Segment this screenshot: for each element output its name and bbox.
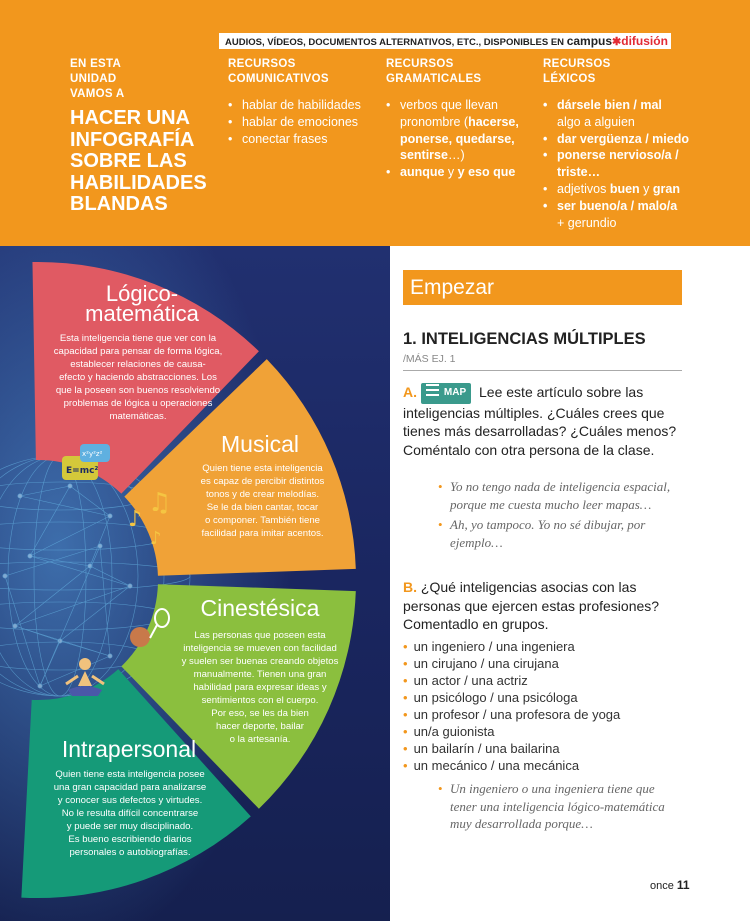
- activity-ref-link[interactable]: /MÁS EJ. 1: [403, 353, 456, 365]
- cinestesica-text: Las personas que poseen esta inteligencia se mueven con facilidad y suelen ser buenas creando objetos manualmente. Tienen una gran habilidad para expresar ideas y sentimientos con el cuerpo. Por eso, se les da bien hacer deporte, bailar o la artesanía.: [181, 630, 339, 745]
- question-b: [403, 578, 683, 634]
- communicative-title: RECURSOS COMUNICATIVOS: [228, 58, 329, 85]
- musical-text: Quien tiene esta inteligencia es capaz de percibir distintos tonos y de crear melodías. Se le da bien cantar, tocar o componer. También tiene facilidad para imitar acentos.: [200, 463, 325, 539]
- list-item: • un profesor / una profesora de yoga: [403, 707, 621, 722]
- globe-node: [128, 584, 132, 588]
- question-letter: B.: [403, 579, 417, 595]
- menu-lines-icon: [426, 384, 439, 396]
- unit-goal: HACER UNA INFOGRAFÍA SOBRE LAS HABILIDADES BLANDAS: [70, 107, 207, 215]
- list-item: • dársele bien / mal: [543, 97, 708, 114]
- map-badge[interactable]: MAP: [421, 383, 471, 404]
- globe-node: [13, 624, 17, 628]
- grammar-title: RECURSOS GRAMATICALES: [386, 58, 482, 85]
- question-text: ¿Qué inteligencias asocias con las personas que ejercen estas profesiones? Comentadlo en grupos.: [403, 579, 660, 632]
- example-line: • Ah, yo tampoco. Yo no sé dibujar, por ejemplo…: [438, 517, 646, 550]
- unit-intro-block: [70, 57, 210, 216]
- infographic-panel: [0, 246, 390, 921]
- resources-bar[interactable]: [219, 33, 671, 49]
- list-item: • hablar de habilidades: [228, 97, 378, 114]
- communicative-resources: [228, 57, 378, 147]
- logico-text: Esta inteligencia tiene que ver con la capacidad para pensar de forma lógica, establecer relaciones de causa- efecto y haciendo abstracciones. Los que la poseen son buenos resolviendo problemas de lógica u operaciones matemáticas.: [53, 333, 223, 422]
- section-header-empezar: Empezar: [403, 270, 682, 305]
- list-item: • un ingeniero / una ingeniera: [403, 639, 575, 654]
- profession-list: [403, 638, 683, 774]
- difusion-logo: difusión: [621, 34, 668, 48]
- list-item: • un/a guionista: [403, 724, 495, 739]
- svg-text:♪: ♪: [128, 507, 143, 532]
- lexical-resources: [543, 57, 708, 231]
- example-answer: [438, 780, 673, 833]
- example-dialogue: [438, 478, 673, 551]
- page-number: once 11: [650, 878, 690, 892]
- question-a: [403, 383, 683, 459]
- svg-text:x²y²z²: x²y²z²: [82, 450, 103, 458]
- globe-node: [108, 654, 112, 658]
- list-item: • ser bueno/a / malo/a: [543, 198, 708, 215]
- list-item: • verbos que llevan pronombre (hacerse, ponerse, quedarse, sentirse…): [386, 97, 525, 164]
- activity-title: 1. INTELIGENCIAS MÚLTIPLES: [403, 330, 646, 348]
- globe-node: [18, 494, 22, 498]
- musical-title: Musical: [221, 431, 299, 457]
- brand-separator-icon: ✱: [612, 36, 622, 48]
- list-item: • un bailarín / una bailarina: [403, 741, 560, 756]
- example-line: • Yo no tengo nada de inteligencia espacial, porque me cuesta mucho leer mapas…: [438, 479, 671, 512]
- cinestesica-title: Cinestésica: [200, 595, 320, 621]
- list-item: • un cirujano / una cirujana: [403, 656, 559, 671]
- list-item: • hablar de emociones: [228, 114, 378, 131]
- list-item-cont: triste…: [557, 165, 601, 180]
- globe-node: [28, 554, 32, 558]
- divider: [403, 370, 682, 371]
- list-item-cont: algo a alguien: [557, 114, 635, 129]
- list-item-cont: + gerundio: [557, 215, 617, 230]
- intrapersonal-text: Quien tiene esta inteligencia posee una gran capacidad para analizarse y conocer sus defectos y virtudes. No le resulta difícil concentrarse y puede ser muy disciplinado. Es bueno escribiendo diarios personales o autobiografías.: [53, 769, 207, 858]
- campus-logo: campus: [566, 34, 613, 48]
- list-item: • aunque y y eso que: [386, 164, 536, 181]
- resources-bar-text: AUDIOS, VÍDEOS, DOCUMENTOS ALTERNATIVOS, ETC., DISPONIBLES EN: [225, 37, 565, 48]
- example-line: • Un ingeniero o una ingeniera tiene que tener una inteligencia lógico-matemática muy desarrollada porque…: [438, 781, 665, 831]
- question-text: Lee este artículo sobre las inteligencias múltiples. ¿Cuáles crees que tienes más desarrolladas? ¿Cuáles menos? Coméntalo con otra persona de la clase.: [403, 384, 677, 458]
- list-item: • un psicólogo / una psicóloga: [403, 690, 578, 705]
- svg-text:♫: ♫: [148, 488, 172, 518]
- lexical-title: RECURSOS LÉXICOS: [543, 58, 611, 85]
- list-item: • un mecánico / una mecánica: [403, 758, 580, 773]
- list-item: • dar vergüenza / miedo: [543, 131, 708, 148]
- list-item: • conectar frases: [228, 131, 378, 148]
- globe-node: [98, 544, 102, 548]
- globe-node: [38, 684, 42, 688]
- list-item: • ponerse nervioso/a /: [543, 147, 708, 164]
- list-item: • adjetivos buen y gran: [543, 181, 708, 198]
- question-letter: A.: [403, 384, 417, 400]
- unit-intro: EN ESTA UNIDAD VAMOS A: [70, 58, 125, 100]
- list-item: • un actor / una actriz: [403, 673, 528, 688]
- svg-text:♪: ♪: [150, 528, 162, 549]
- intrapersonal-title: Intrapersonal: [61, 736, 197, 762]
- svg-text:E=mc²: E=mc²: [66, 466, 99, 476]
- logico-title: Lógico- matemática: [85, 281, 199, 326]
- globe-node: [3, 574, 7, 578]
- globe-node: [108, 514, 112, 518]
- grammar-resources: [386, 57, 536, 181]
- globe-node: [68, 484, 72, 488]
